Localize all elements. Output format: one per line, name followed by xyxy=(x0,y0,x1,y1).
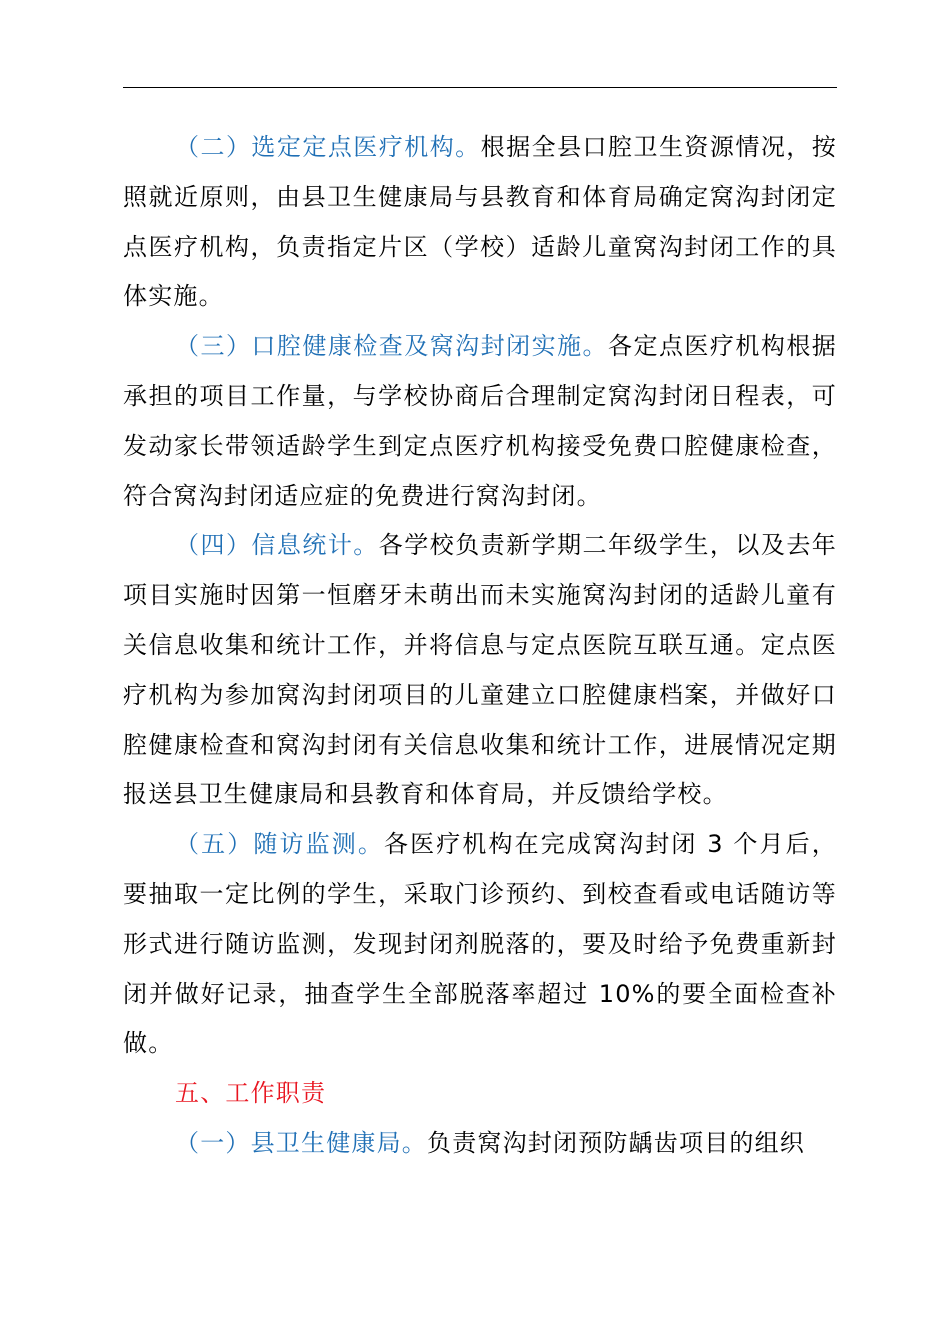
paragraph-oral-exam-and-sealing xyxy=(123,322,837,521)
subheading-follow-up-monitoring: （五）随访监测。 xyxy=(175,830,384,859)
paragraph-text: 根据全县口腔卫生资源情况，按照就近原则，由县卫生健康局与县教育和体育局确定窝沟封闭定点医疗机构，负责指定片区（学校）适龄儿童窝沟封闭工作的具体实施。 xyxy=(123,133,837,311)
subheading-county-health-bureau: （一）县卫生健康局。 xyxy=(175,1128,427,1157)
header-rule xyxy=(123,87,837,88)
document-body xyxy=(123,123,837,1169)
paragraph-text: 负责窝沟封闭预防龋齿项目的组织 xyxy=(427,1128,805,1157)
paragraph-county-health-bureau xyxy=(123,1119,837,1169)
paragraph-text: 各医疗机构在完成窝沟封闭 3 个月后，要抽取一定比例的学生，采取门诊预约、到校查看或电话随访等形式进行随访监测，发现封闭剂脱落的，要及时给予免费重新封闭并做好记录，抽查学生全部脱落率超过 10%的要全面检查补做。 xyxy=(123,830,837,1058)
paragraph-information-statistics xyxy=(123,521,837,820)
paragraph-designated-institutions xyxy=(123,123,837,322)
paragraph-follow-up-monitoring xyxy=(123,820,837,1069)
paragraph-text: 各定点医疗机构根据承担的项目工作量，与学校协商后合理制定窝沟封闭日程表，可发动家长带领适龄学生到定点医疗机构接受免费口腔健康检查，符合窝沟封闭适应症的免费进行窝沟封闭。 xyxy=(123,332,837,510)
paragraph-text: 各学校负责新学期二年级学生，以及去年项目实施时因第一恒磨牙未萌出而未实施窝沟封闭的适龄儿童有关信息收集和统计工作，并将信息与定点医院互联互通。定点医疗机构为参加窝沟封闭项目的儿童建立口腔健康档案，并做好口腔健康检查和窝沟封闭有关信息收集和统计工作，进展情况定期报送县卫生健康局和县教育和体育局，并反馈给学校。 xyxy=(123,531,837,809)
section-title-responsibilities: 五、工作职责 xyxy=(175,1079,327,1108)
subheading-oral-exam-and-sealing: （三）口腔健康检查及窝沟封闭实施。 xyxy=(175,332,609,361)
subheading-information-statistics: （四）信息统计。 xyxy=(175,531,379,560)
subheading-designated-institutions: （二）选定定点医疗机构。 xyxy=(175,133,481,161)
